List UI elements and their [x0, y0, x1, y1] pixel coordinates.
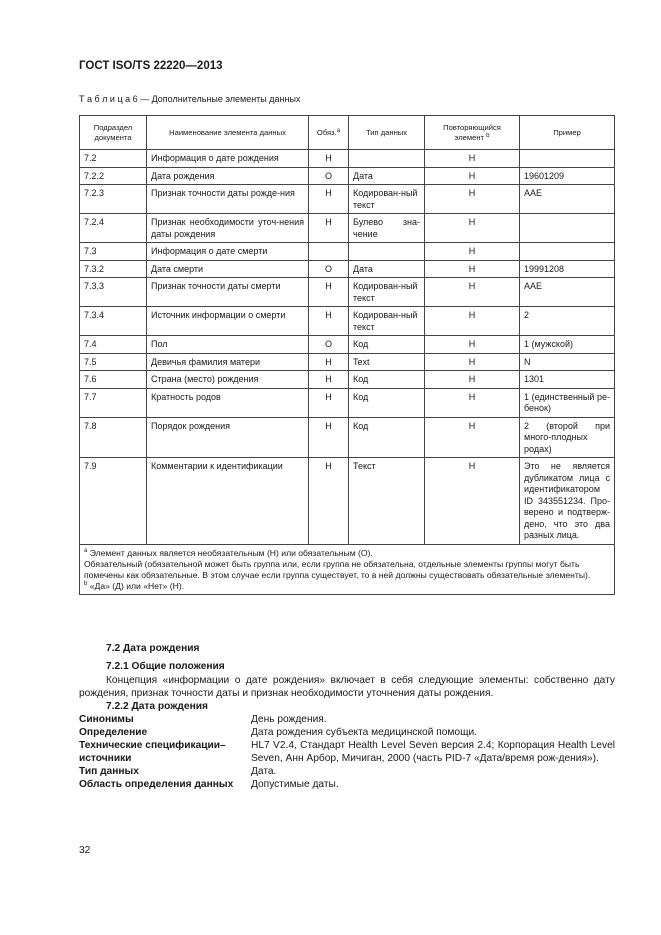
col-header-section: Подраздел документа — [80, 116, 147, 150]
table-footnotes — [80, 544, 615, 595]
cell-section: 7.4 — [80, 336, 147, 354]
table-row — [80, 371, 615, 389]
cell-type: Дата — [349, 167, 425, 185]
subsection-title-birthdate: 7.2.2 Дата рождения — [106, 701, 208, 712]
cell-example: ААЕ — [520, 185, 615, 214]
cell-type: Код — [349, 417, 425, 458]
cell-section: 7.3.3 — [80, 278, 147, 307]
spec-label: Область определения данных — [79, 779, 234, 790]
cell-type — [349, 150, 425, 168]
cell-repeating: Н — [425, 353, 520, 371]
cell-section: 7.2.4 — [80, 214, 147, 243]
cell-mandatory: Н — [309, 150, 349, 168]
cell-example: 2 (второй при много-плодных родах) — [520, 417, 615, 458]
cell-name: Дата рождения — [147, 167, 309, 185]
footnote-a: $^a$ Элемент данных является необязательным (Н) или обязательным (О). — [84, 547, 373, 558]
spec-label: Тип данных — [79, 766, 139, 777]
cell-repeating: Н — [425, 307, 520, 336]
cell-name: Признак точности даты смерти — [147, 278, 309, 307]
cell-section: 7.2.2 — [80, 167, 147, 185]
cell-example: ААЕ — [520, 278, 615, 307]
cell-mandatory: Н — [309, 388, 349, 417]
table-row — [80, 260, 615, 278]
section-title: 7.2 Дата рождения — [106, 643, 200, 654]
col-header-example: Пример — [520, 116, 615, 150]
cell-repeating: Н — [425, 458, 520, 545]
spec-row — [79, 739, 615, 765]
cell-repeating: Н — [425, 371, 520, 389]
cell-name: Кратность родов — [147, 388, 309, 417]
cell-repeating: Н — [425, 388, 520, 417]
table-row — [80, 150, 615, 168]
cell-section: 7.2.3 — [80, 185, 147, 214]
table-row — [80, 214, 615, 243]
table-row — [80, 336, 615, 354]
cell-mandatory: Н — [309, 307, 349, 336]
cell-example — [520, 214, 615, 243]
body-paragraph: Концепция «информации о дате рождения» включает в себя следующие элементы: собственно дату рождения, признак точности даты и признак необходимости уточнения даты рождения. — [79, 675, 615, 699]
cell-mandatory: Н — [309, 278, 349, 307]
col-header-mandatory: Обяз.$^a$ — [309, 116, 349, 150]
cell-repeating: Н — [425, 167, 520, 185]
table-row — [80, 307, 615, 336]
cell-name: Источник информации о смерти — [147, 307, 309, 336]
table-row — [80, 417, 615, 458]
cell-mandatory — [309, 243, 349, 261]
cell-name: Страна (место) рождения — [147, 371, 309, 389]
cell-example: Это не является дубликатом лица с идентификатором ID 343551234. Про-верено и подтверж-дено, что это два разных лица. — [520, 458, 615, 545]
table-header-row — [80, 116, 615, 150]
cell-type: Код — [349, 371, 425, 389]
cell-repeating: Н — [425, 260, 520, 278]
col-header-repeating: Повторяющийся элемент $^b$ — [425, 116, 520, 150]
cell-repeating: Н — [425, 417, 520, 458]
cell-type: Булево зна-чение — [349, 214, 425, 243]
page-number: 32 — [79, 845, 91, 856]
cell-section: 7.6 — [80, 371, 147, 389]
footnote-note: Обязательный (обязательной может быть группа или, если группа не обязательна, отдельные элементы группы могут быть помечены как обязательные. В этом случае если группа существует, то в ней должны существовать обязательные элементы). — [84, 558, 591, 580]
cell-mandatory: Н — [309, 185, 349, 214]
cell-mandatory: Н — [309, 417, 349, 458]
spec-label: Технические спецификации–источники — [79, 740, 226, 764]
cell-name: Пол — [147, 336, 309, 354]
cell-example: 2 — [520, 307, 615, 336]
cell-example: 19991208 — [520, 260, 615, 278]
cell-example: 1301 — [520, 371, 615, 389]
cell-type — [349, 243, 425, 261]
spec-row — [79, 713, 615, 726]
cell-section: 7.9 — [80, 458, 147, 545]
cell-mandatory: О — [309, 167, 349, 185]
spec-value: Дата. — [251, 766, 277, 777]
cell-mandatory: Н — [309, 371, 349, 389]
cell-repeating: Н — [425, 185, 520, 214]
cell-name: Признак необходимости уточ-нения даты рождения — [147, 214, 309, 243]
table-caption: Т а б л и ц а 6 — Дополнительные элементы данных — [79, 94, 301, 104]
cell-repeating: Н — [425, 336, 520, 354]
cell-type: Text — [349, 353, 425, 371]
cell-type: Кодирован-ный текст — [349, 185, 425, 214]
cell-repeating: Н — [425, 150, 520, 168]
cell-name: Девичья фамилия матери — [147, 353, 309, 371]
cell-type: Дата — [349, 260, 425, 278]
cell-name: Признак точности даты рожде-ния — [147, 185, 309, 214]
cell-section: 7.5 — [80, 353, 147, 371]
cell-repeating: Н — [425, 243, 520, 261]
cell-type: Текст — [349, 458, 425, 545]
table-row — [80, 185, 615, 214]
cell-repeating: Н — [425, 214, 520, 243]
cell-name: Информация о дате смерти — [147, 243, 309, 261]
cell-type: Код — [349, 336, 425, 354]
cell-type: Кодирован-ный текст — [349, 278, 425, 307]
cell-mandatory: О — [309, 336, 349, 354]
cell-section: 7.3.4 — [80, 307, 147, 336]
cell-mandatory: Н — [309, 353, 349, 371]
cell-section: 7.3 — [80, 243, 147, 261]
cell-section: 7.2 — [80, 150, 147, 168]
cell-example: 1 (единственный ре-бенок) — [520, 388, 615, 417]
col-header-type: Тип данных — [349, 116, 425, 150]
table-row — [80, 458, 615, 545]
table-row — [80, 388, 615, 417]
cell-mandatory: Н — [309, 458, 349, 545]
cell-example — [520, 243, 615, 261]
cell-example: 19601209 — [520, 167, 615, 185]
table-row — [80, 243, 615, 261]
cell-example — [520, 150, 615, 168]
spec-label: Определение — [79, 727, 148, 738]
cell-name: Информация о дате рождения — [147, 150, 309, 168]
data-elements-table — [79, 115, 615, 595]
cell-name: Порядок рождения — [147, 417, 309, 458]
cell-section: 7.3.2 — [80, 260, 147, 278]
table-row — [80, 353, 615, 371]
spec-row — [79, 726, 615, 739]
cell-type: Код — [349, 388, 425, 417]
cell-example: 1 (мужской) — [520, 336, 615, 354]
spec-value: День рождения. — [251, 714, 327, 725]
cell-type: Кодирован-ный текст — [349, 307, 425, 336]
cell-mandatory: Н — [309, 214, 349, 243]
subsection-title-general: 7.2.1 Общие положения — [106, 661, 225, 672]
spec-value: HL7 V2.4, Стандарт Health Level Seven версия 2.4; Корпорация Health Level Seven, Анн Арбор, Мичиган, 2000 (часть PID-7 «Дата/время рож-дения»). — [251, 740, 615, 764]
cell-repeating: Н — [425, 278, 520, 307]
col-header-name: Наименование элемента данных — [147, 116, 309, 150]
spec-row — [79, 778, 615, 791]
spec-value: Допустимые даты. — [251, 779, 339, 790]
cell-name: Дата смерти — [147, 260, 309, 278]
table-row — [80, 167, 615, 185]
spec-label: Синонимы — [79, 714, 134, 725]
cell-name: Комментарии к идентификации — [147, 458, 309, 545]
spec-value: Дата рождения субъекта медицинской помощи. — [251, 727, 477, 738]
cell-mandatory: О — [309, 260, 349, 278]
table-row — [80, 278, 615, 307]
spec-table — [79, 713, 615, 791]
footnote-b: $^b$ «Да» (Д) или «Нет» (Н). — [84, 581, 185, 592]
cell-example: N — [520, 353, 615, 371]
cell-section: 7.7 — [80, 388, 147, 417]
spec-row — [79, 765, 615, 778]
document-header: ГОСТ ISO/TS 22220—2013 — [79, 60, 223, 72]
cell-section: 7.8 — [80, 417, 147, 458]
